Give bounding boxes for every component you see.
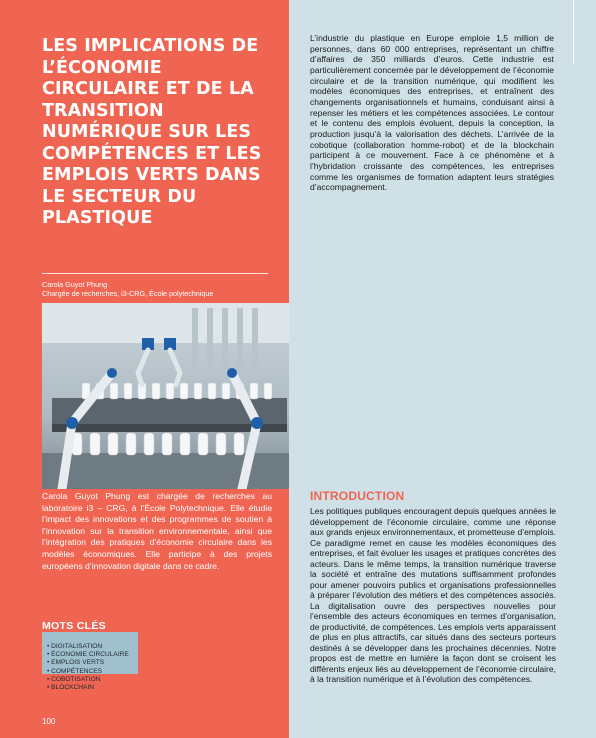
robot-factory-photo: [42, 303, 289, 489]
keyword-item: • DIGITALISATION: [47, 643, 103, 650]
keyword-item: • BLOCKCHAIN: [47, 684, 95, 692]
author-name: Carola Guyot Phung: [42, 280, 108, 289]
keyword-item: • COBOTISATION: [47, 675, 101, 683]
introduction-heading: INTRODUCTION: [310, 489, 405, 503]
author-bio: Carola Guyot Phung est chargée de recherches au laboratoire i3 – CRG, à l’École Polytechnique. Elle étudie l’impact des innovations et des programmes de soutien à l’innovation sur la transition environnementale, ainsi que l’intégration des pratiques d’économie circulaire dans les modèles économiques. Elle participe à des projets européens d’innovation digitale dans ce cadre.: [42, 491, 272, 571]
article-abstract: L’industrie du plastique en Europe emploie 1,5 million de personnes, dans 60 000 entreprises, représentant un chiffre d’affaires de 350 milliards d’euros. Cette industrie est particulièrement concernée par le développement de l’économie circulaire et de la transition numérique, qui modifient les modèles économiques des entreprises, et entraînent des changements organisationnels et humains, conduisant ainsi à repenser les métiers et les compétences associées. Le contour et le contenu des emplois évoluent, depuis la conception, la production jusqu’à la valorisation des déchets. L’arrivée de la cobotique (collaboration homme-robot) et de la blockchain participent à ce mouvement. Face à ce phénomène et à l’hybridation croissante des compétences, les entreprises comme les organismes de formation adaptent leurs stratégies d’accompagnement.: [310, 33, 554, 193]
keyword-item: • COMPÉTENCES: [47, 667, 103, 675]
corner-tab: [573, 0, 596, 64]
article-title: LES IMPLICATIONS DE L’ÉCONOMIE CIRCULAIRE ET DE LA TRANSITION NUMÉRIQUE SUR LES COMPÉTENCES ET LES EMPLOIS VERTS DANS LE SECTEUR DU PLASTIQUE: [42, 36, 262, 228]
author-divider: [42, 273, 268, 274]
keyword-item: • EMPLOIS VERTS: [47, 659, 105, 667]
keyword-item: • ÉCONOMIE CIRCULAIRE: [47, 651, 129, 659]
introduction-text: Les politiques publiques encouragent depuis quelques années le développement de l’économie circulaire, comme une réponse aux grands enjeux environnementaux, et prometteuse d’emplois. Ce paradigme remet en cause les modèles économiques des entreprises, et fait évoluer les usages et pratiques concrètes des acteurs. Dans le même temps, la transition numérique traverse la société et entraîne des mutations suffisamment profondes pour amener pouvoirs publics et organisations professionnelles à préparer l’évolution des métiers et des compétences associés. La digitalisation ouvre des perspectives nouvelles pour l’ensemble des acteurs économiques en termes d’organisation, de productivité, de compétences. Les emplois verts apparaissent de plus en plus attractifs, car situés dans des secteurs porteurs destinés à se développer dans les prochaines décennies. Notre propos est de mettre en lumière la façon dont se croisent les différents enjeux liés au développement de l’économie circulaire, à la transition numérique et à l’évolution des compétences.: [310, 506, 556, 684]
keywords-list: [47, 643, 129, 692]
page-number: 100: [42, 717, 56, 726]
keywords-heading: MOTS CLÉS: [42, 620, 106, 632]
author-role: Chargée de recherches, i3-CRG, École polytechnique: [42, 289, 214, 298]
